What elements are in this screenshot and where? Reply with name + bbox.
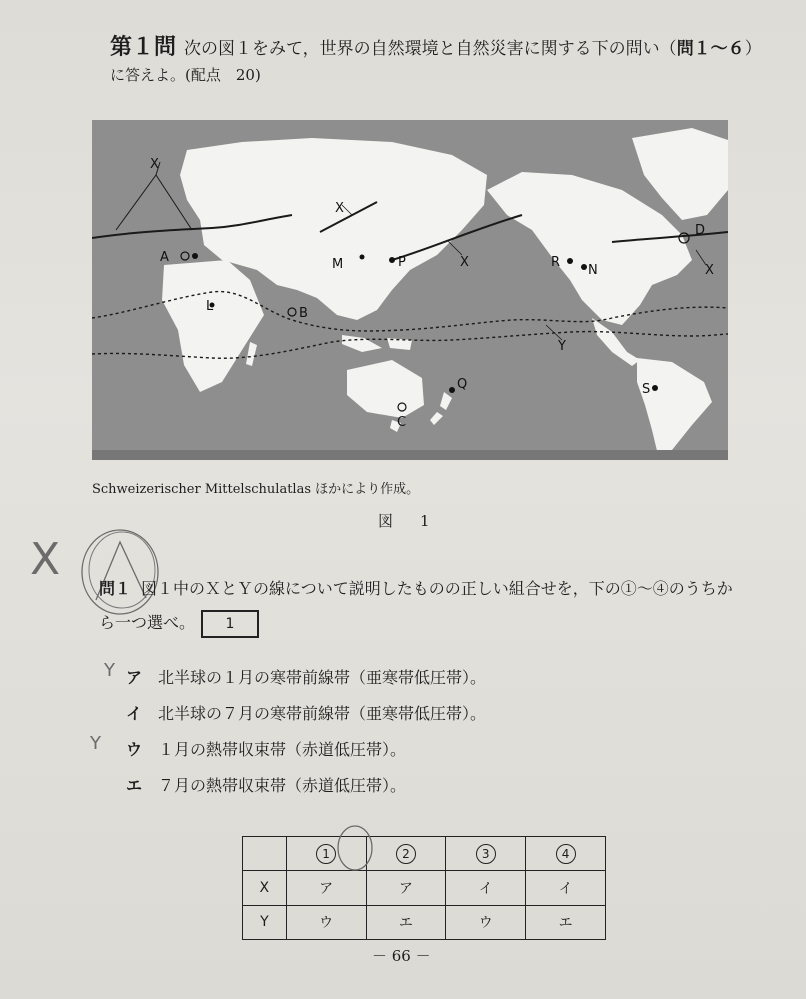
page-number: － 66 － bbox=[372, 947, 431, 965]
map-label-r: R bbox=[551, 255, 561, 270]
table-cell: ア bbox=[286, 871, 366, 905]
pencil-choice-circle bbox=[330, 818, 380, 874]
table-cell: ウ bbox=[446, 905, 526, 939]
map-label-s: S bbox=[642, 382, 651, 397]
question-text: 図１中のＸとＹの線について説明したものの正しい組合せを，下の①～④のうちから一つ選べ。 bbox=[99, 579, 733, 632]
pencil-x-mark: X bbox=[30, 534, 61, 585]
world-map bbox=[92, 120, 728, 460]
option-text: １月の熱帯収束帯（赤道低圧帯）。 bbox=[158, 740, 407, 759]
table-row bbox=[243, 871, 606, 905]
option-i bbox=[126, 696, 486, 732]
map-label-n: N bbox=[588, 263, 598, 278]
map-label-m: M bbox=[332, 257, 344, 272]
option-text: ７月の熱帯収束帯（赤道低圧帯）。 bbox=[158, 776, 407, 795]
map-label-c: C bbox=[397, 415, 407, 430]
option-list bbox=[126, 660, 486, 804]
map-label-l: L bbox=[206, 299, 214, 314]
map-label-p: P bbox=[398, 255, 406, 270]
map-label-x-europe: X bbox=[150, 157, 159, 172]
option-a bbox=[126, 660, 486, 696]
answer-box[interactable]: 1 bbox=[201, 610, 259, 638]
problem-number: 第１問 bbox=[110, 35, 177, 60]
world-map-figure bbox=[92, 120, 728, 460]
table-cell: X bbox=[243, 871, 287, 905]
option-text: 北半球の７月の寒帯前線帯（亜寒帯低圧帯）。 bbox=[158, 704, 487, 723]
option-u bbox=[126, 732, 486, 768]
heading-close: ） bbox=[744, 39, 762, 59]
map-label-x-asia: X bbox=[335, 201, 344, 216]
pencil-y-mark-u: Y bbox=[90, 733, 101, 754]
option-mark: エ bbox=[126, 776, 143, 795]
question-label: 問１ bbox=[99, 579, 132, 598]
option-mark: ウ bbox=[126, 740, 143, 759]
problem-instruction: 次の図１をみて，世界の自然環境と自然災害に関する下の問い（ bbox=[184, 39, 677, 59]
table-row bbox=[243, 905, 606, 939]
question-range: 問１～６ bbox=[676, 39, 745, 59]
map-label-x-atlantic: X bbox=[705, 263, 714, 278]
circled-number: 1 bbox=[316, 844, 336, 864]
option-mark: ア bbox=[126, 668, 143, 687]
table-cell: エ bbox=[366, 905, 446, 939]
table-cell: Y bbox=[243, 905, 287, 939]
choice-3-header[interactable] bbox=[446, 837, 526, 871]
problem-heading bbox=[110, 30, 762, 61]
map-source: Schweizerischer Mittelschulatlas ほかにより作成。 bbox=[92, 482, 420, 497]
map-label-q: Q bbox=[457, 377, 468, 392]
circled-number: 3 bbox=[476, 844, 496, 864]
table-cell: エ bbox=[526, 905, 606, 939]
map-label-y: Y bbox=[558, 339, 566, 354]
table-header-row bbox=[243, 837, 606, 871]
table-cell bbox=[243, 837, 287, 871]
option-e bbox=[126, 768, 486, 804]
circled-number: 2 bbox=[396, 844, 416, 864]
map-label-x-pacific: X bbox=[460, 255, 469, 270]
pencil-y-mark-a: Y bbox=[104, 660, 115, 681]
problem-instruction-continued: に答えよ。(配点 20) bbox=[110, 66, 261, 84]
question-1 bbox=[99, 572, 739, 640]
map-label-a: A bbox=[160, 250, 169, 265]
map-label-b: B bbox=[299, 306, 308, 321]
option-text: 北半球の１月の寒帯前線帯（亜寒帯低圧帯）。 bbox=[158, 668, 487, 687]
choice-4-header[interactable] bbox=[526, 837, 606, 871]
answer-combination-table bbox=[242, 836, 606, 940]
map-label-d: D bbox=[695, 223, 706, 238]
table-cell: ウ bbox=[286, 905, 366, 939]
option-mark: イ bbox=[126, 704, 143, 723]
table-cell: ア bbox=[366, 871, 446, 905]
circled-number: 4 bbox=[556, 844, 576, 864]
table-cell: イ bbox=[526, 871, 606, 905]
figure-caption: 図 1 bbox=[378, 512, 436, 530]
table-cell: イ bbox=[446, 871, 526, 905]
